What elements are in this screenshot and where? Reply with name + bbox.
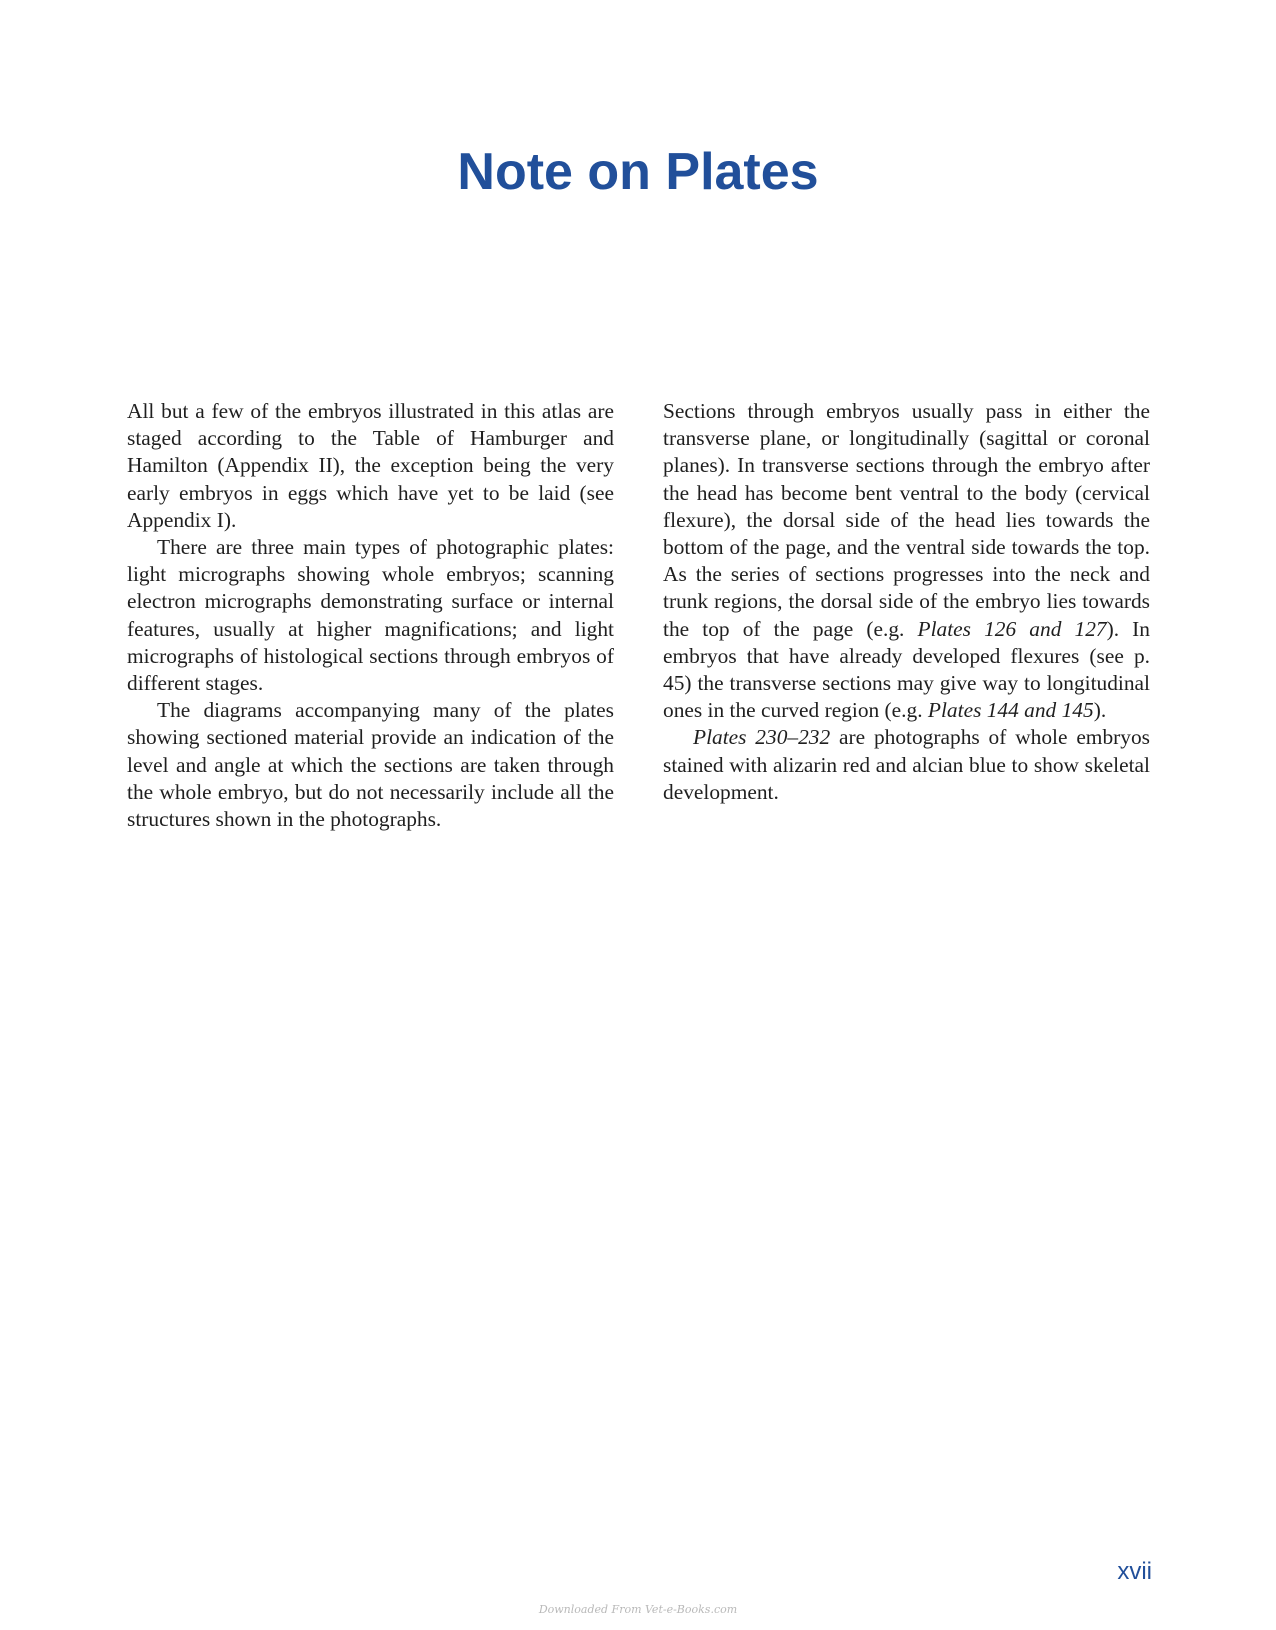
- body-columns: [127, 398, 1150, 833]
- left-column: [127, 398, 614, 833]
- paragraph-plate-types: There are three main types of photographic plates: light micrographs showing whole embryos; scanning electron micrographs demonstrating surface or internal features, usually at higher magnifications; and light micrographs of histological sections through embryos of different stages.: [127, 535, 614, 696]
- plate-reference-144-145: Plates 144 and 145: [927, 698, 1094, 723]
- sections-text-2: ). In embryos that have already developed flexures (see p. 45) the transverse sections may give way to longitudinal ones in the curved region (e.g.: [663, 616, 1150, 723]
- skeletal-text: are photographs of whole embryos stained with alizarin red and alcian blue to show skeletal development.: [663, 725, 1150, 804]
- page-title: Note on Plates: [457, 143, 819, 201]
- paragraph-diagrams: The diagrams accompanying many of the plates showing sectioned material provide an indication of the level and angle at which the sections are taken through the whole embryo, but do not necessarily include all the structures shown in the photographs.: [127, 698, 614, 832]
- paragraph-sections: [663, 398, 1150, 724]
- paragraph-staging: All but a few of the embryos illustrated in this atlas are staged according to the Table of Hamburger and Hamilton (Appendix II), the exception being the very early embryos in eggs which have yet to be laid (see Appendix I).: [127, 399, 614, 532]
- right-column: [663, 398, 1150, 833]
- watermark: Downloaded From Vet-e-Books.com: [538, 1603, 738, 1616]
- sections-text-3: ).: [1093, 698, 1107, 723]
- sections-text-1: Sections through embryos usually pass in either the transverse plane, or longitudinally (sagittal or coronal planes). In transverse sections through the embryo after the head has become bent ventral to the body (cervical flexure), the dorsal side of the head lies towards the bottom of the page, and the ventral side towards the top. As the series of sections progresses into the neck and trunk regions, the dorsal side of the embryo lies towards the top of the page (e.g.: [663, 399, 1150, 641]
- plate-reference-230-232: Plates 230–232: [693, 725, 831, 750]
- plate-reference-126-127: Plates 126 and 127: [917, 616, 1107, 641]
- page-number: xvii: [1117, 1558, 1152, 1585]
- paragraph-skeletal: [663, 724, 1150, 806]
